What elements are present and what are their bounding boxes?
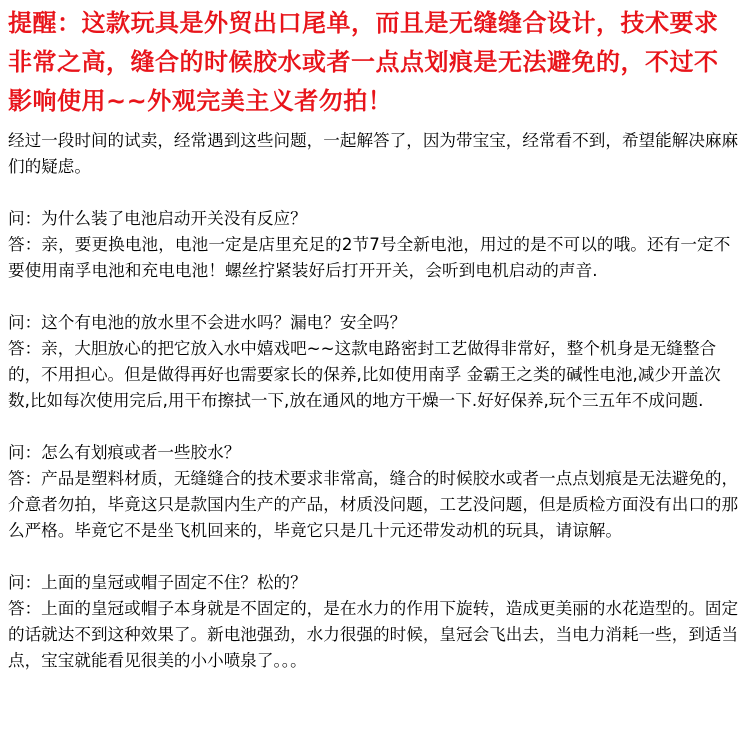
warning-notice: 提醒：这款玩具是外贸出口尾单，而且是无缝缝合设计，技术要求非常之高，缝合的时候胶水或者一点点划痕是无法避免的，不过不影响使用~~外观完美主义者勿拍！	[8, 9, 719, 115]
faq-item-scratches	[8, 440, 742, 544]
faq-answer: 答：亲，要更换电池，电池一定是店里充足的2节7号全新电池，用过的是不可以的哦。还有一定不要使用南孚电池和充电电池！螺丝拧紧装好后打开开关，会听到电机启动的声音.	[8, 235, 731, 280]
faq-answer: 答：产品是塑料材质，无缝缝合的技术要求非常高，缝合的时候胶水或者一点点划痕是无法避免的，介意者勿拍，毕竟这只是款国内生产的产品，材质没问题，工艺没问题，但是质检方面没有出口的那么严格。毕竟它不是坐飞机回来的，毕竟它只是几十元还带发动机的玩具，请谅解。	[8, 469, 739, 540]
spacer	[8, 544, 742, 570]
spacer	[8, 414, 742, 440]
faq-item-crown	[8, 570, 742, 674]
faq-question: 问：上面的皇冠或帽子固定不住？松的？	[8, 573, 307, 592]
faq-question: 问：这个有电池的放水里不会进水吗？漏电？安全吗？	[8, 313, 407, 332]
spacer	[8, 284, 742, 310]
faq-answer: 答：上面的皇冠或帽子本身就是不固定的，是在水力的作用下旋转，造成更美丽的水花造型的。固定的话就达不到这种效果了。新电池强劲，水力很强的时候，皇冠会飞出去，当电力消耗一些，到适当点，宝宝就能看见很美的小小喷泉了。。。	[8, 599, 739, 670]
intro-text: 经过一段时间的试卖，经常遇到这些问题，一起解答了，因为带宝宝，经常看不到，希望能解决麻麻们的疑虑。	[8, 131, 739, 176]
faq-question: 问：为什么装了电池启动开关没有反应？	[8, 209, 307, 228]
faq-item-battery	[8, 206, 742, 284]
faq-item-waterproof	[8, 310, 742, 414]
spacer	[8, 180, 742, 206]
faq-answer: 答：亲，大胆放心的把它放入水中嬉戏吧~~这款电路密封工艺做得非常好，整个机身是无缝整合的，不用担心。但是做得再好也需要家长的保养,比如使用南孚 金霸王之类的碱性电池,减少开盖次数,比如每次使用完后,用干布擦拭一下,放在通风的地方干燥一下.好好保养,玩个三五年不成问题.	[8, 339, 721, 410]
faq-question: 问：怎么有划痕或者一些胶水？	[8, 443, 241, 462]
